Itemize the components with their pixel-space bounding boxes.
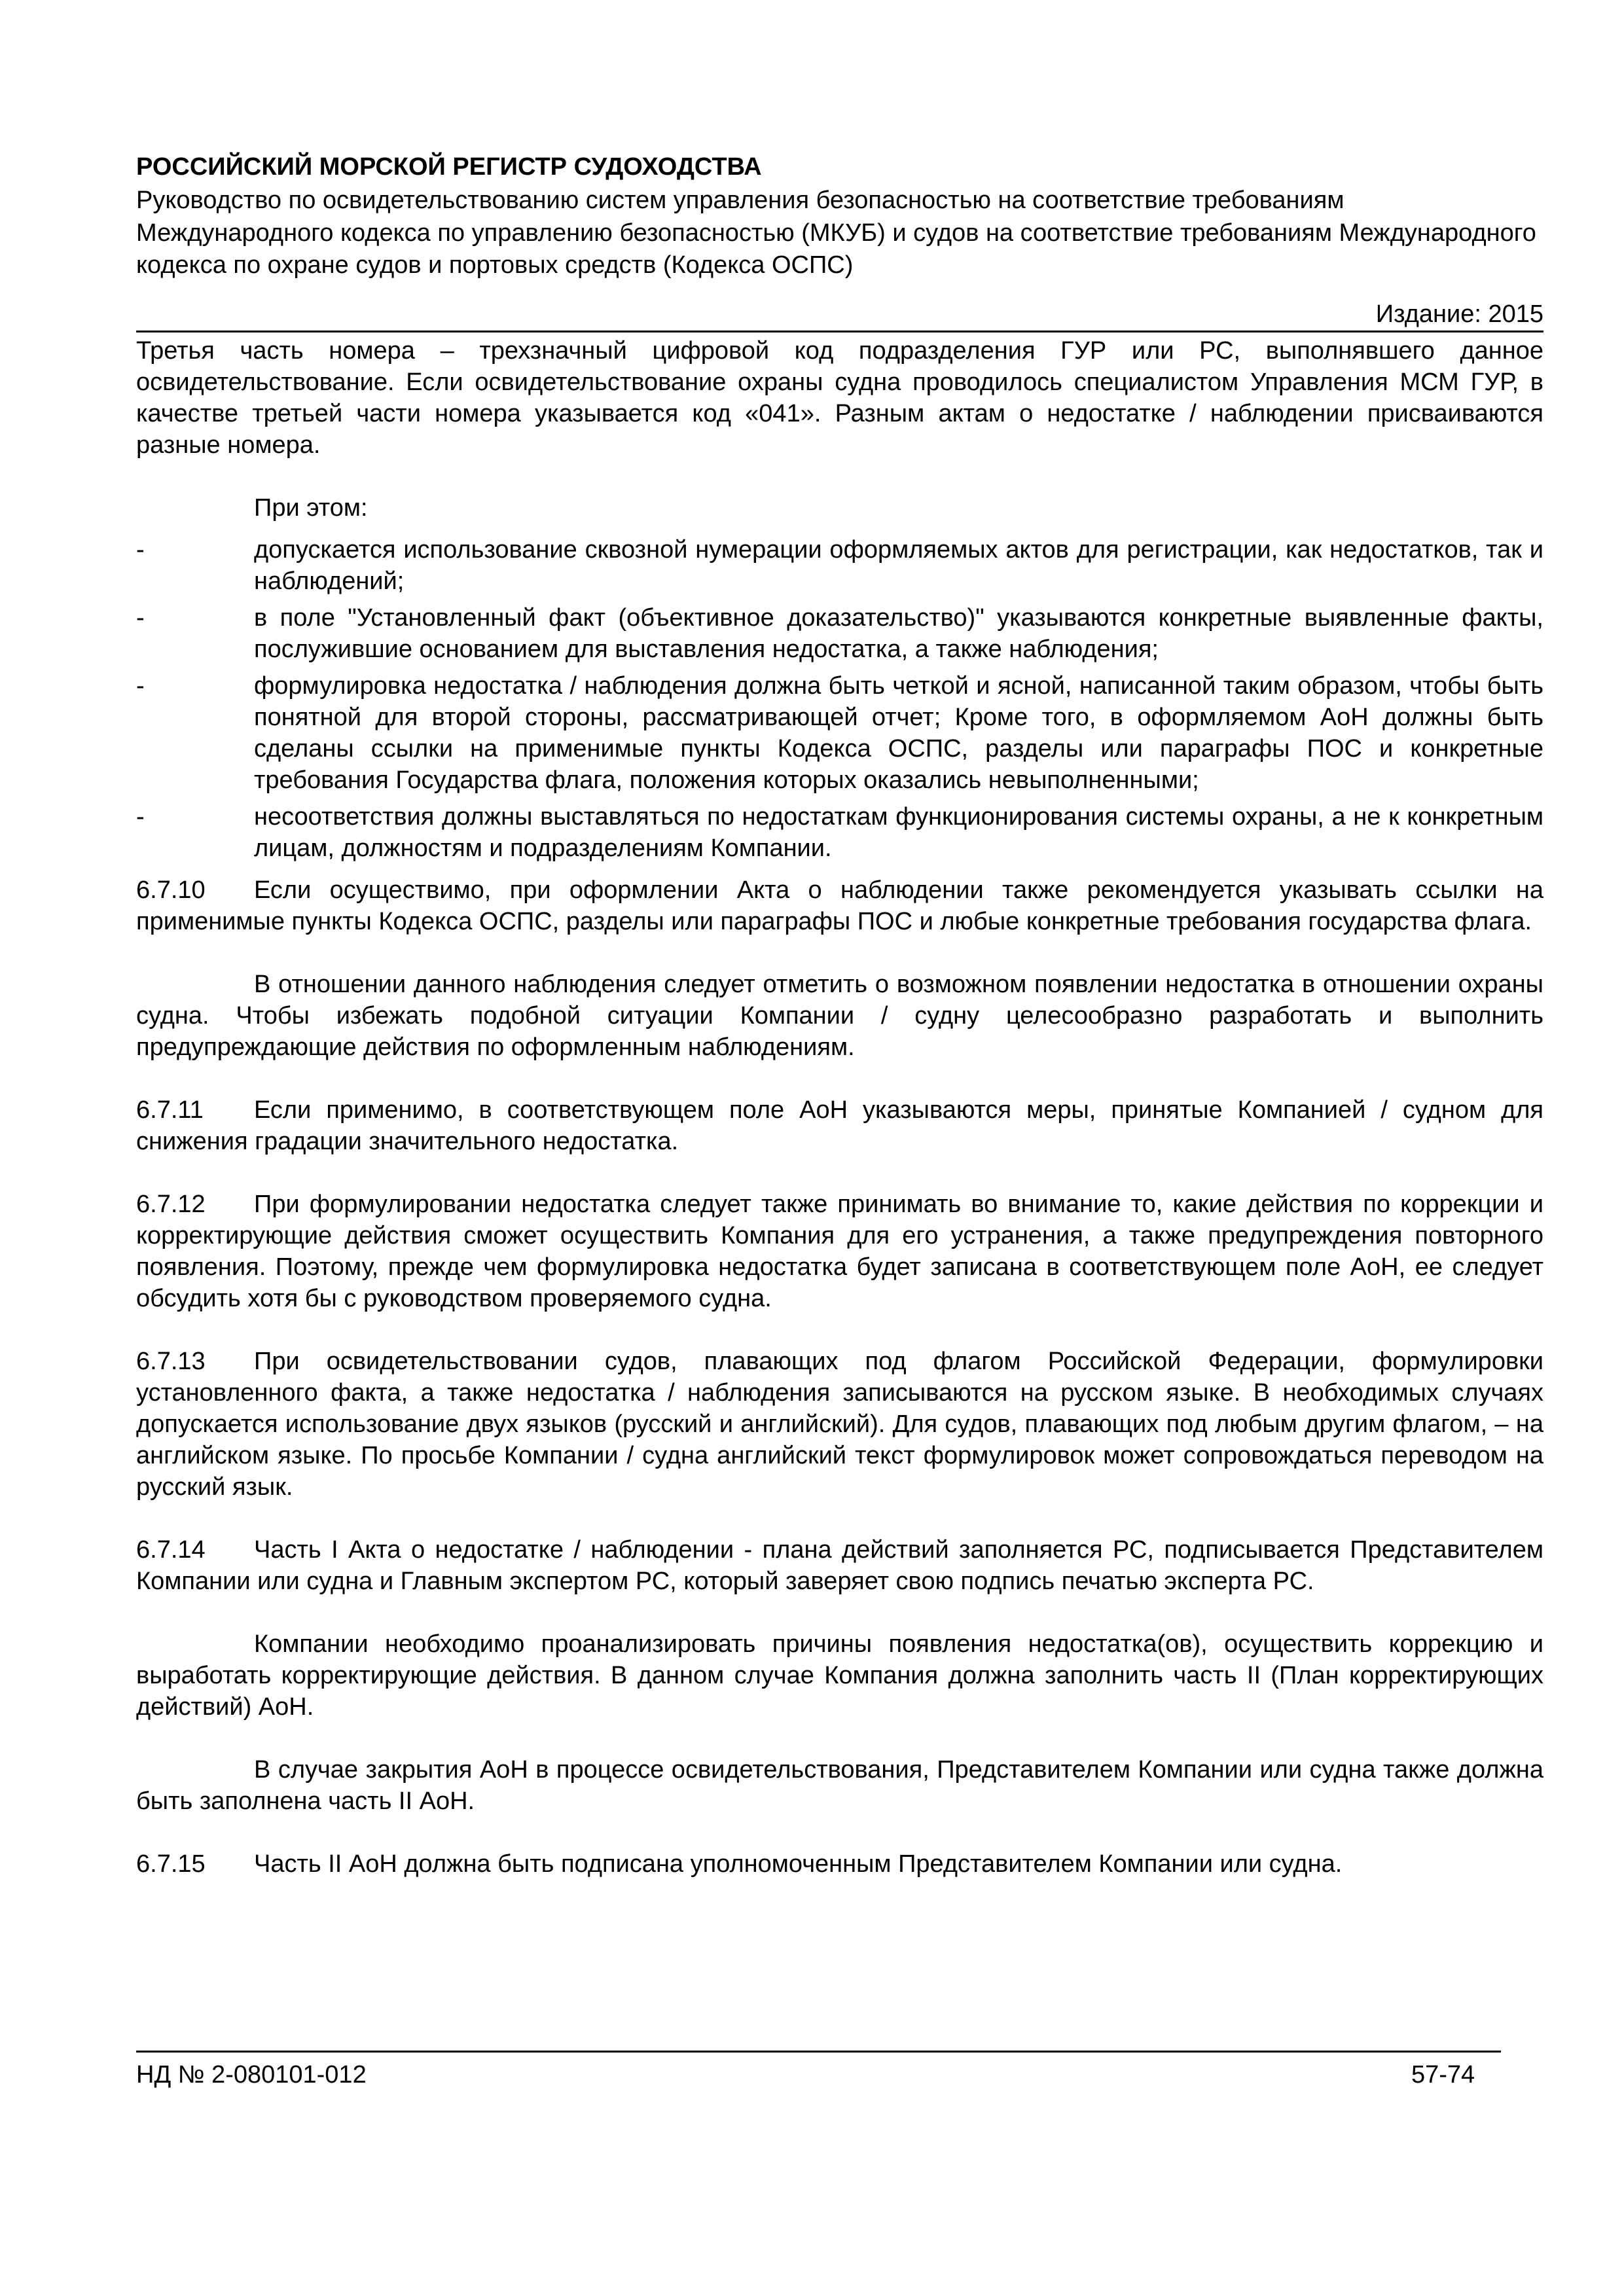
clause-6-7-14: 6.7.14 Часть I Акта о недостатке / наблюдении - плана действий заполняется РС, подписывается Представителем Компании или судна и Главным экспертом РС, который заверяет свою подпись печатью эксперта РС. <box>136 1534 1543 1597</box>
clause-6-7-14-note-1: Компании необходимо проанализировать причины появления недостатка(ов), осуществить коррекцию и выработать корректирующие действия. В данном случае Компания должна заполнить часть II (План корректирующих действий) АоН. <box>136 1630 1543 1721</box>
requirements-list <box>136 534 1543 864</box>
bullet-marker: - <box>136 803 145 831</box>
document-subtitle: Руководство по освидетельствованию систем управления безопасностью на соответствие требованиям Международного кодекса по управлению безопасностью (МКУБ) и судов на соответствие требованиям Международного кодекса по охране судов и портовых средств (Кодекса ОСПС) <box>136 187 1536 279</box>
clause-6-7-11: 6.7.11 Если применимо, в соответствующем поле АоН указываются меры, принятые Компанией / судном для снижения градации значительного недостатка. <box>136 1094 1543 1157</box>
document-body <box>136 335 1543 1911</box>
clause-6-7-10-note: В отношении данного наблюдения следует отметить о возможном появлении недостатка в отношении охраны судна. Чтобы избежать подобной ситуации Компании / судну целесообразно разработать и выполнить предупреждающие действия по оформленным наблюдениям. <box>136 971 1543 1061</box>
document-title: РОССИЙСКИЙ МОРСКОЙ РЕГИСТР СУДОХОДСТВА <box>136 153 762 181</box>
document-number: НД № 2-080101-012 <box>136 2061 367 2089</box>
edition-label: Издание: 2015 <box>1375 300 1543 328</box>
clause-6-7-15: 6.7.15 Часть II АоН должна быть подписана уполномоченным Представителем Компании или судна. <box>136 1848 1543 1880</box>
lead-paragraph: При этом: <box>254 494 368 522</box>
clause-6-7-14-note-2: В случае закрытия АоН в процессе освидетельствования, Представителем Компании или судна также должна быть заполнена часть II АоН. <box>136 1756 1543 1815</box>
clause-6-7-13: 6.7.13 При освидетельствовании судов, плавающих под флагом Российской Федерации, формулировки установленного факта, а также недостатка / наблюдения записываются на русском языке. В необходимых случаях допускается использование двух языков (русский и английский). Для судов, плавающих под любым другим флагом, – на английском языке. По просьбе Компании / судна английский текст формулировок может сопровождаться переводом на русский язык. <box>136 1346 1543 1503</box>
clause-number: 6.7.15 <box>136 1850 206 1878</box>
list-item: - в поле "Установленный факт (объективное доказательство)" указываются конкретные выявленные факты, послужившие основанием для выставления недостатка, а также наблюдения; <box>136 602 1543 665</box>
footer-divider <box>136 2051 1501 2053</box>
intro-paragraph: Третья часть номера – трехзначный цифровой код подразделения ГУР или РС, выполнявшего данное освидетельствование. Если освидетельствование охраны судна проводилось специалистом Управления МСМ ГУР, в качестве третьей части номера указывается код «041». Разным актам о недостатке / наблюдении присваиваются разные номера. <box>136 337 1543 459</box>
clause-number: 6.7.10 <box>136 876 206 904</box>
clause-number: 6.7.14 <box>136 1536 206 1564</box>
clause-number: 6.7.11 <box>136 1096 204 1124</box>
list-item: - допускается использование сквозной нумерации оформляемых актов для регистрации, как недостатков, так и наблюдений; <box>136 534 1543 597</box>
clause-number: 6.7.12 <box>136 1191 206 1218</box>
clause-6-7-10: 6.7.10 Если осуществимо, при оформлении Акта о наблюдении также рекомендуется указывать ссылки на применимые пункты Кодекса ОСПС, разделы или параграфы ПОС и любые конкретные требования государства флага. <box>136 874 1543 937</box>
header-divider <box>136 331 1543 332</box>
clause-number: 6.7.13 <box>136 1348 206 1375</box>
document-page <box>136 0 1543 2296</box>
page-number: 57-74 <box>1411 2061 1475 2089</box>
bullet-marker: - <box>136 604 145 632</box>
bullet-marker: - <box>136 536 145 564</box>
list-item: - несоответствия должны выставляться по недостаткам функционирования системы охраны, а не к конкретным лицам, должностям и подразделениям Компании. <box>136 801 1543 864</box>
list-item: - формулировка недостатка / наблюдения должна быть четкой и ясной, написанной таким образом, чтобы быть понятной для второй стороны, рассматривающей отчет; Кроме того, в оформляемом АоН должны быть сделаны ссылки на применимые пункты Кодекса ОСПС, разделы или параграфы ПОС и конкретные требования Государства флага, положения которых оказались невыполненными; <box>136 670 1543 796</box>
bullet-marker: - <box>136 672 145 700</box>
clause-6-7-12: 6.7.12 При формулировании недостатка следует также принимать во внимание то, какие действия по коррекции и корректирующие действия сможет осуществить Компания для его устранения, а также предупреждения повторного появления. Поэтому, прежде чем формулировка недостатка будет записана в соответствующем поле АоН, ее следует обсудить хотя бы с руководством проверяемого судна. <box>136 1189 1543 1314</box>
